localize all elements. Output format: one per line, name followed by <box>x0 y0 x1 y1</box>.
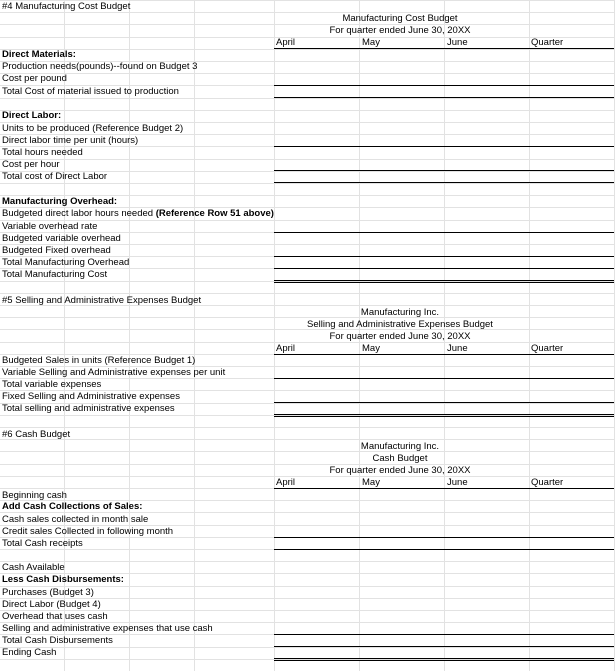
mfg-mo-row-text: Budgeted direct labor hours needed <box>2 208 156 219</box>
sga-row[interactable]: Budgeted Sales in units (Reference Budget 1) <box>2 355 196 366</box>
cash-col-april[interactable]: April <box>276 477 296 488</box>
grid-row-line <box>0 110 615 111</box>
mfg-dm-underline <box>274 85 614 86</box>
mfg-dm-row[interactable]: Total Cost of material issued to production <box>2 86 179 97</box>
mfg-dm-row[interactable]: Production needs(pounds)--found on Budget 3 <box>2 61 198 72</box>
cash-disb-row[interactable]: Total Cash Disbursements <box>2 635 113 646</box>
sga-header-underline <box>274 354 614 355</box>
cash-ending[interactable]: Ending Cash <box>2 647 57 658</box>
mfg-dl-row[interactable]: Units to be produced (Reference Budget 2) <box>2 123 184 134</box>
mfg-dl-row[interactable]: Total cost of Direct Labor <box>2 171 108 182</box>
mfg-dl-row[interactable]: Cost per hour <box>2 159 60 170</box>
cash-disb-row[interactable]: Direct Labor (Budget 4) <box>2 599 101 610</box>
sga-row[interactable]: Fixed Selling and Administrative expenses <box>2 391 180 402</box>
sga-title[interactable]: Selling and Administrative Expenses Budget <box>307 319 493 330</box>
mfg-mo-row-ref: (Reference Row 51 above) <box>155 208 274 219</box>
sga-col-may[interactable]: May <box>362 343 380 354</box>
grid-row-line <box>0 427 615 428</box>
cash-heading[interactable]: #6 Cash Budget <box>2 429 71 440</box>
mfg-heading[interactable]: #4 Manufacturing Cost Budget <box>2 1 131 12</box>
cash-collection-underline <box>274 537 614 538</box>
grid-column-line <box>529 0 530 671</box>
mfg-col-june[interactable]: June <box>447 37 468 48</box>
cash-collections-label[interactable]: Add Cash Collections of Sales: <box>2 501 143 512</box>
mfg-mo-row[interactable] <box>2 208 274 220</box>
mfg-dl-label[interactable]: Direct Labor: <box>2 110 62 121</box>
mfg-title[interactable]: Manufacturing Cost Budget <box>342 13 458 24</box>
grid-column-line <box>194 0 195 671</box>
cash-title[interactable]: Cash Budget <box>372 453 428 464</box>
cash-disb-label[interactable]: Less Cash Disbursements: <box>2 574 124 585</box>
mfg-mo-row[interactable]: Variable overhead rate <box>2 221 98 232</box>
sga-heading[interactable]: #5 Selling and Administrative Expenses Budget <box>2 295 202 306</box>
mfg-dl-row[interactable]: Total hours needed <box>2 147 83 158</box>
cash-disb-row[interactable]: Purchases (Budget 3) <box>2 587 94 598</box>
mfg-dl-underline <box>274 170 614 171</box>
cash-header-underline <box>274 488 614 489</box>
sga-row[interactable]: Total variable expenses <box>2 379 102 390</box>
mfg-header-underline <box>274 48 614 49</box>
mfg-mo-row[interactable]: Budgeted variable overhead <box>2 233 121 244</box>
sga-total-double-underline <box>274 416 614 417</box>
sga-underline <box>274 378 614 379</box>
mfg-dl-underline <box>274 146 614 147</box>
grid-row-line <box>0 37 615 38</box>
cash-disb-underline <box>274 634 614 635</box>
cash-collection-row[interactable]: Cash sales collected in month sale <box>2 514 149 525</box>
sga-underline <box>274 402 614 403</box>
mfg-dl-row[interactable]: Direct labor time per unit (hours) <box>2 135 139 146</box>
sga-col-quarter[interactable]: Quarter <box>531 343 564 354</box>
cash-disb-row[interactable]: Overhead that uses cash <box>2 611 108 622</box>
sga-row[interactable]: Variable Selling and Administrative expenses per unit <box>2 367 226 378</box>
grid-row-line <box>0 159 615 160</box>
cash-available[interactable]: Cash Available <box>2 562 65 573</box>
grid-row-line <box>0 561 615 562</box>
sga-total-double-underline <box>274 414 614 415</box>
mfg-mo-row[interactable]: Total Manufacturing Cost <box>2 269 108 280</box>
cash-disb-underline <box>274 646 614 647</box>
mfg-mo-underline <box>274 232 614 233</box>
cash-beginning[interactable]: Beginning cash <box>2 490 67 501</box>
mfg-period[interactable]: For quarter ended June 30, 20XX <box>329 25 471 36</box>
mfg-total-double-underline <box>274 280 614 281</box>
mfg-dm-row[interactable]: Cost per pound <box>2 73 67 84</box>
mfg-col-quarter[interactable]: Quarter <box>531 37 564 48</box>
cash-company[interactable]: Manufacturing Inc. <box>360 441 440 452</box>
grid-column-line <box>129 0 130 671</box>
mfg-mo-label[interactable]: Manufacturing Overhead: <box>2 196 118 207</box>
mfg-mo-underline <box>274 256 614 257</box>
cash-ending-double-underline <box>274 658 614 659</box>
cash-col-may[interactable]: May <box>362 477 380 488</box>
mfg-dl-underline <box>274 182 614 183</box>
cash-period[interactable]: For quarter ended June 30, 20XX <box>329 465 471 476</box>
sga-row[interactable]: Total selling and administrative expenses <box>2 403 175 414</box>
cash-collection-underline <box>274 549 614 550</box>
grid-row-line <box>0 49 615 50</box>
cash-ending-double-underline <box>274 660 614 661</box>
sga-col-april[interactable]: April <box>276 343 296 354</box>
grid-row-line <box>0 183 615 184</box>
mfg-mo-row[interactable]: Total Manufacturing Overhead <box>2 257 130 268</box>
cash-disb-row[interactable]: Selling and administrative expenses that use cash <box>2 623 213 634</box>
grid-row-line <box>0 439 615 440</box>
mfg-total-double-underline <box>274 282 614 283</box>
mfg-col-may[interactable]: May <box>362 37 380 48</box>
sga-col-june[interactable]: June <box>447 343 468 354</box>
grid-row-line <box>0 98 615 99</box>
mfg-mo-row[interactable]: Budgeted Fixed overhead <box>2 245 111 256</box>
cash-collection-row[interactable]: Credit sales Collected in following month <box>2 526 174 537</box>
grid-row-line <box>0 73 615 74</box>
sga-company[interactable]: Manufacturing Inc. <box>360 307 440 318</box>
mfg-col-april[interactable]: April <box>276 37 296 48</box>
mfg-dm-underline <box>274 97 614 98</box>
cash-col-june[interactable]: June <box>447 477 468 488</box>
cash-collection-row[interactable]: Total Cash receipts <box>2 538 83 549</box>
grid-row-line <box>0 293 615 294</box>
sga-period[interactable]: For quarter ended June 30, 20XX <box>329 331 471 342</box>
cash-col-quarter[interactable]: Quarter <box>531 477 564 488</box>
mfg-dm-label[interactable]: Direct Materials: <box>2 49 76 60</box>
grid-row-line <box>0 647 615 648</box>
mfg-mo-underline <box>274 268 614 269</box>
